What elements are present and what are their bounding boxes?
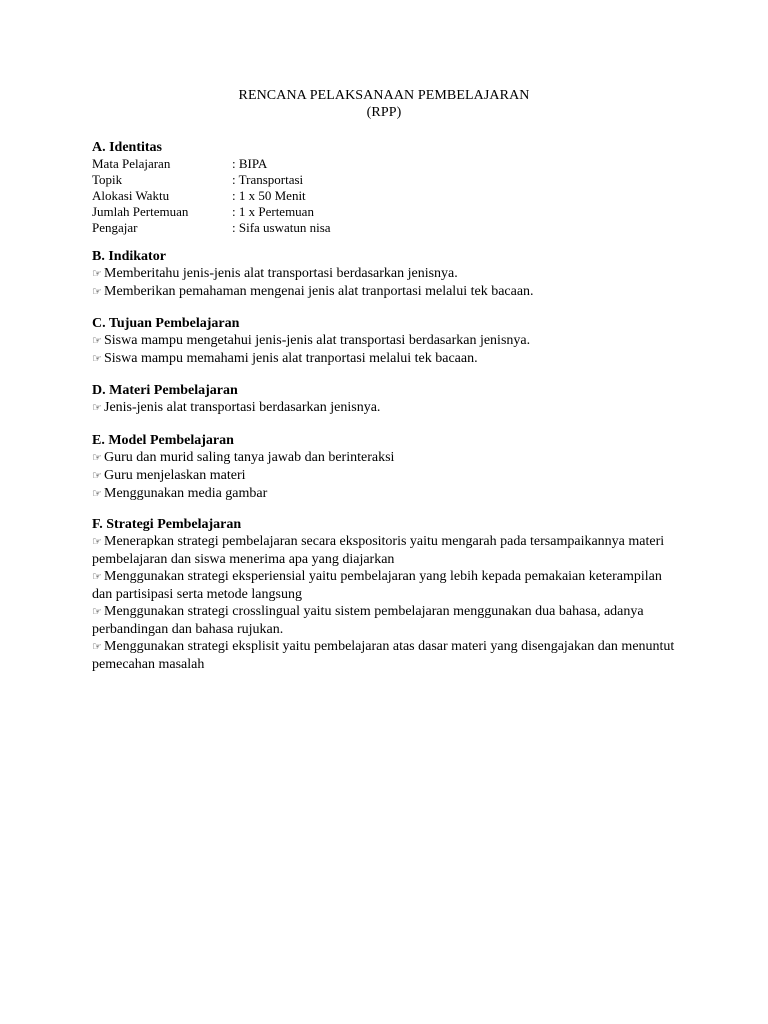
list-item-text: Menggunakan media gambar <box>104 486 268 501</box>
section-indikator <box>92 248 692 301</box>
pointing-hand-icon: ☞ <box>92 268 102 280</box>
list-item <box>92 332 692 350</box>
pointing-hand-icon: ☞ <box>92 335 102 347</box>
identity-row-topik <box>92 172 692 188</box>
section-strategi <box>92 516 692 673</box>
identity-value: : Transportasi <box>232 172 304 187</box>
list-item <box>92 265 692 283</box>
list-item <box>92 603 682 638</box>
section-tujuan <box>92 315 692 368</box>
identity-key: Pengajar <box>92 220 138 235</box>
pointing-hand-icon: ☞ <box>92 452 102 464</box>
pointing-hand-icon: ☞ <box>92 536 102 548</box>
identity-value: : Sifa uswatun nisa <box>232 220 331 235</box>
identity-value: : 1 x 50 Menit <box>232 188 306 203</box>
list-item-text: Guru menjelaskan materi <box>104 468 246 483</box>
identity-value: : 1 x Pertemuan <box>232 204 314 219</box>
identity-key: Mata Pelajaran <box>92 156 171 171</box>
section-heading: C. Tujuan Pembelajaran <box>92 316 240 331</box>
identity-row-alokasi-waktu <box>92 188 692 204</box>
list-item-text: Menggunakan strategi eksplisit yaitu pembelajaran atas dasar materi yang disengajakan dan menuntut pemecahan masalah <box>92 639 675 672</box>
identity-key: Alokasi Waktu <box>92 188 170 203</box>
list-item <box>92 449 692 467</box>
list-item-text: Menggunakan strategi eksperiensial yaitu pembelajaran yang lebih kepada pemakaian keterampilan dan partisipasi serta metode langsung <box>92 569 662 602</box>
identity-row-mata-pelajaran <box>92 156 692 172</box>
identity-row-jumlah-pertemuan <box>92 204 692 220</box>
list-item <box>92 283 692 301</box>
identity-row-pengajar <box>92 220 692 236</box>
list-item-text: Menggunakan strategi crosslingual yaitu sistem pembelajaran menggunakan dua bahasa, adanya perbandingan dan bahasa rujukan. <box>92 604 644 637</box>
list-item <box>92 638 682 673</box>
section-materi <box>92 382 692 417</box>
pointing-hand-icon: ☞ <box>92 606 102 618</box>
section-identitas <box>92 139 692 236</box>
section-heading: D. Materi Pembelajaran <box>92 383 238 398</box>
identity-key: Topik <box>92 172 123 187</box>
section-heading: A. Identitas <box>92 140 163 155</box>
pointing-hand-icon: ☞ <box>92 488 102 500</box>
pointing-hand-icon: ☞ <box>92 353 102 365</box>
section-heading: E. Model Pembelajaran <box>92 433 234 448</box>
list-item <box>92 568 682 603</box>
list-item <box>92 485 692 503</box>
list-item-text: Guru dan murid saling tanya jawab dan berinteraksi <box>104 450 395 465</box>
list-item-text: Memberitahu jenis-jenis alat transportasi berdasarkan jenisnya. <box>104 266 458 281</box>
pointing-hand-icon: ☞ <box>92 286 102 298</box>
identity-key: Jumlah Pertemuan <box>92 204 189 219</box>
list-item <box>92 399 692 417</box>
list-item-text: Siswa mampu memahami jenis alat tranportasi melalui tek bacaan. <box>104 351 478 366</box>
list-item-text: Jenis-jenis alat transportasi berdasarkan jenisnya. <box>104 400 381 415</box>
list-item <box>92 350 692 368</box>
identity-value: : BIPA <box>232 156 268 171</box>
section-heading: B. Indikator <box>92 249 166 264</box>
pointing-hand-icon: ☞ <box>92 470 102 482</box>
pointing-hand-icon: ☞ <box>92 571 102 583</box>
list-item <box>92 467 692 485</box>
list-item <box>92 533 682 568</box>
pointing-hand-icon: ☞ <box>92 641 102 653</box>
document-subtitle: (RPP) <box>366 105 402 120</box>
list-item-text: Memberikan pemahaman mengenai jenis alat tranportasi melalui tek bacaan. <box>104 284 534 299</box>
pointing-hand-icon: ☞ <box>92 402 102 414</box>
list-item-text: Menerapkan strategi pembelajaran secara ekspositoris yaitu mengarah pada tersampaikannya materi pembelajaran dan siswa menerima apa yang diajarkan <box>92 534 665 567</box>
list-item-text: Siswa mampu mengetahui jenis-jenis alat transportasi berdasarkan jenisnya. <box>104 333 531 348</box>
section-heading: F. Strategi Pembelajaran <box>92 517 242 532</box>
section-model <box>92 432 692 503</box>
document-title: RENCANA PELAKSANAAN PEMBELAJARAN <box>238 88 530 103</box>
